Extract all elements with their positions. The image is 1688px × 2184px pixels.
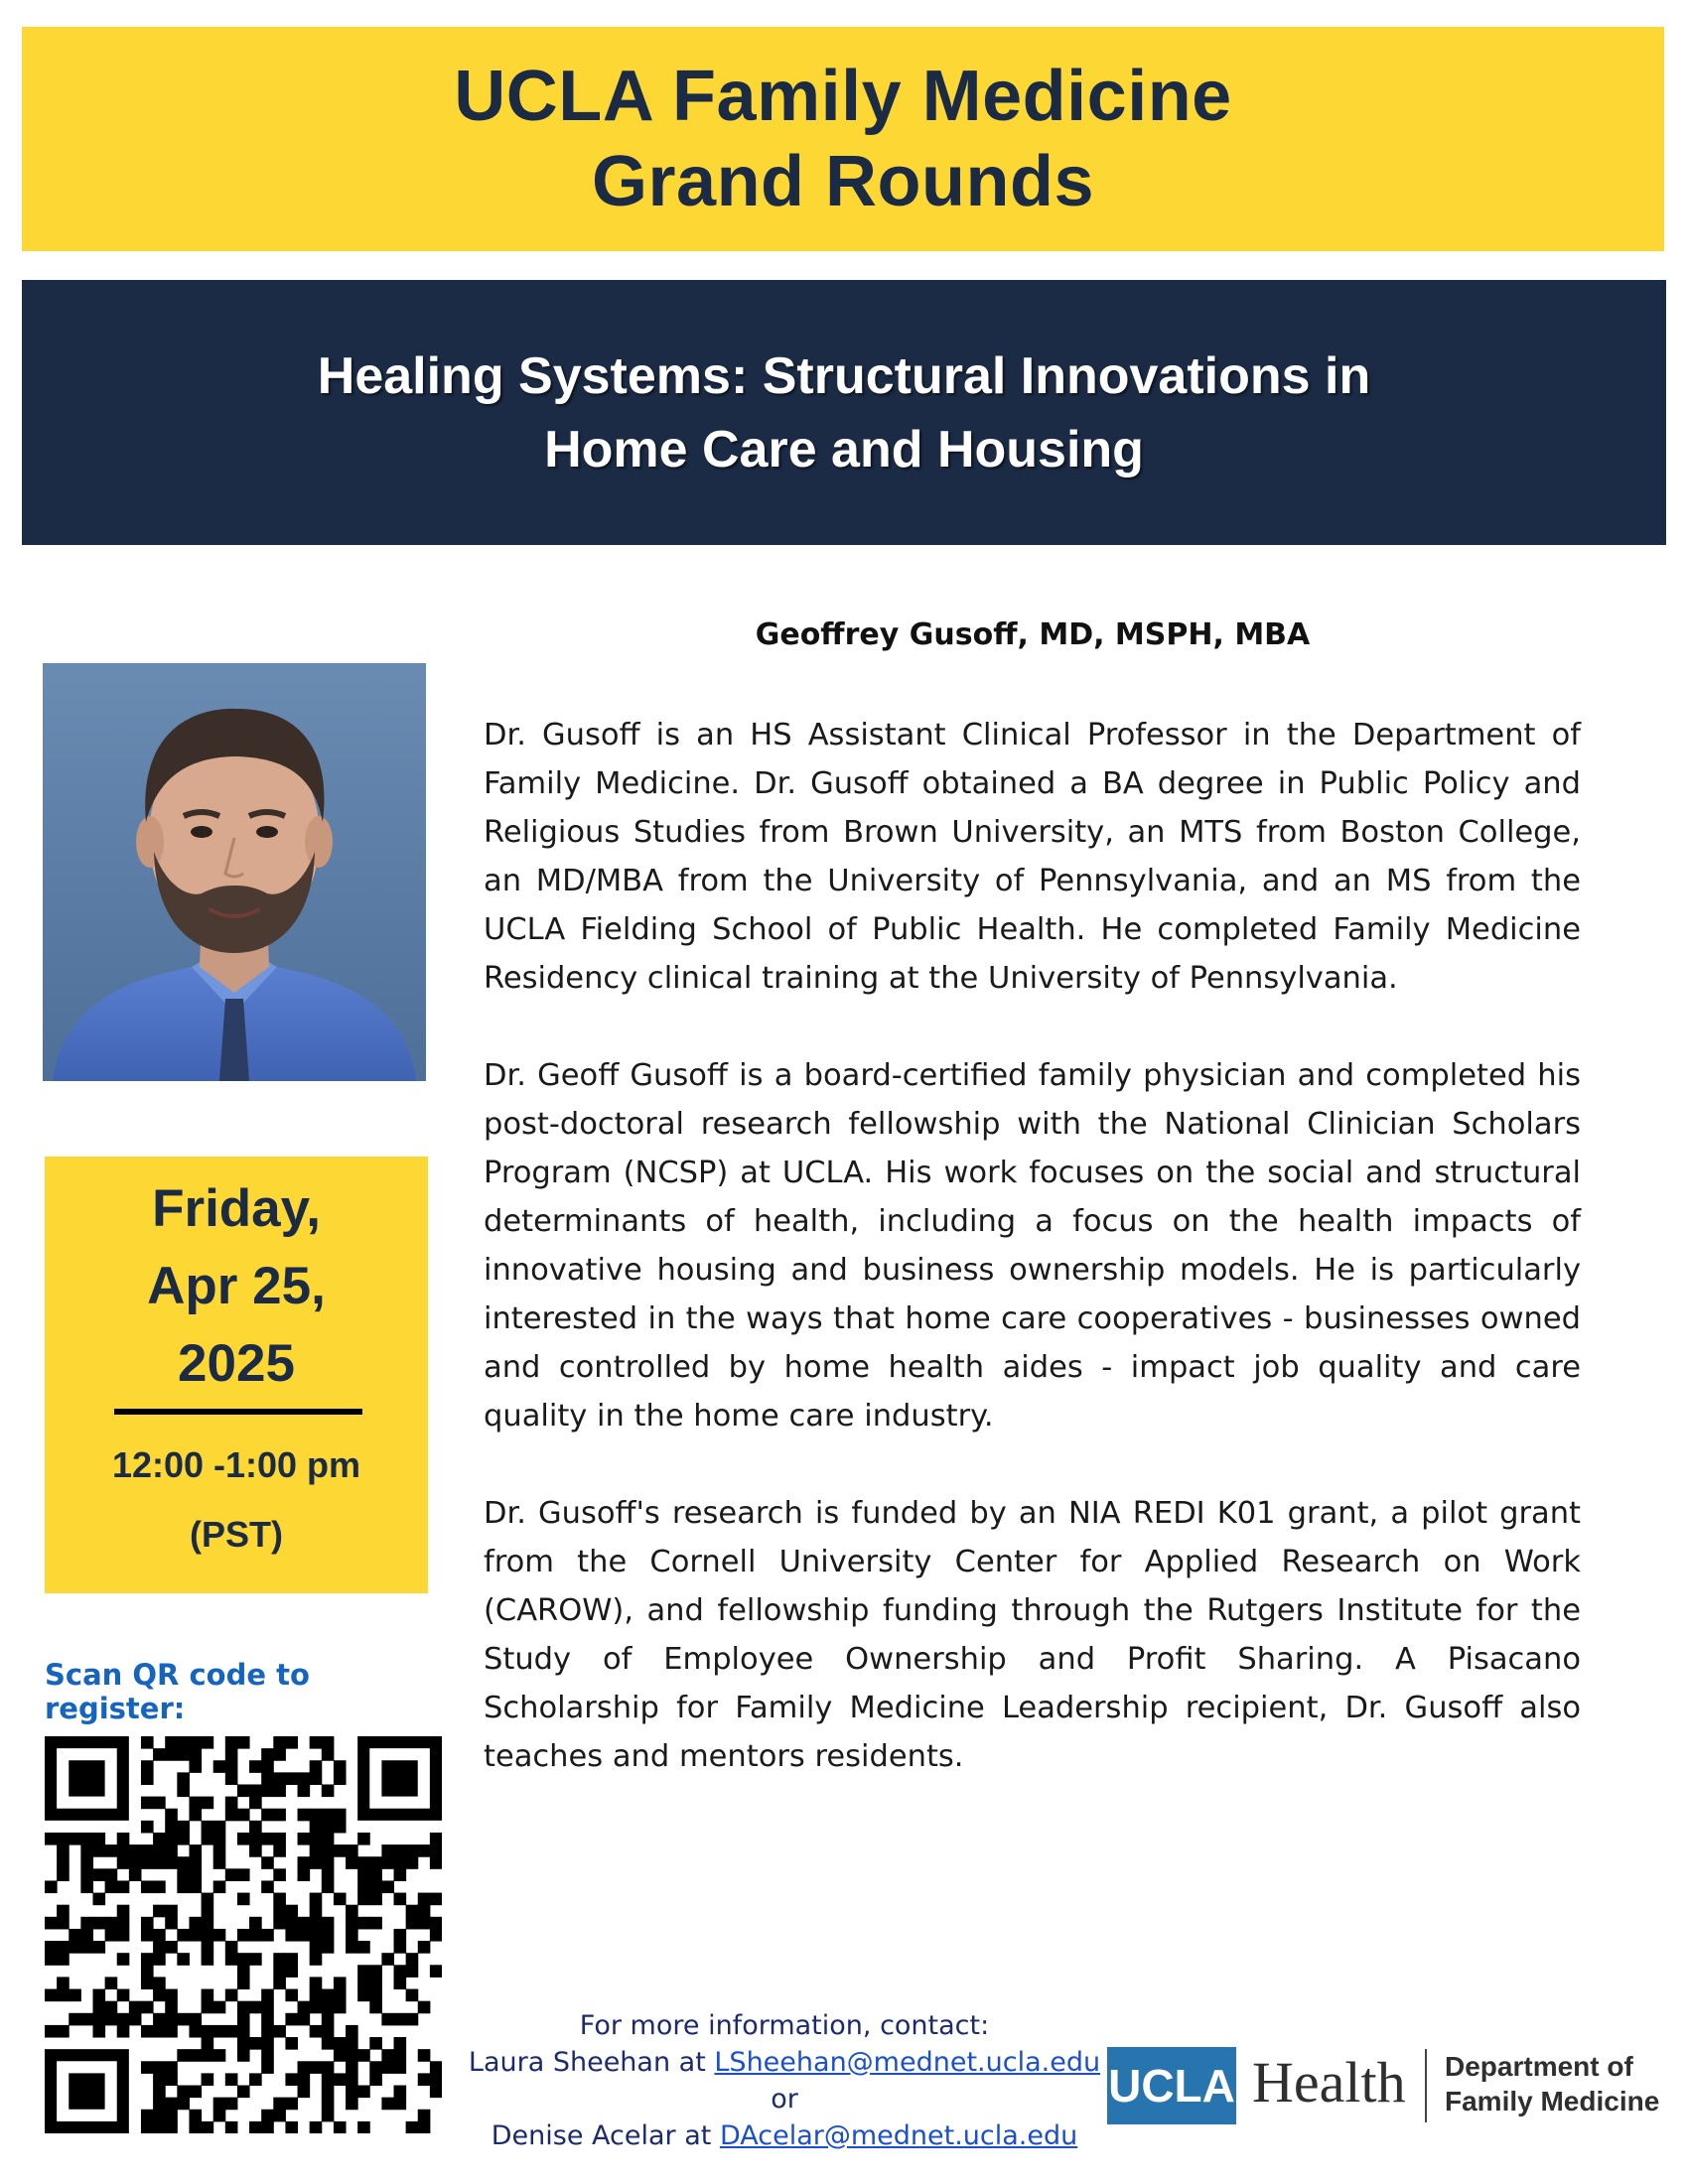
bio-paragraph: Dr. Geoff Gusoff is a board-certified family physician and completed his post-doctoral research fellowship with the National Clinician Scholars Program (NCSP) at UCLA. His work focuses on the social and structural determinants of health, including a focus on the health impacts of innovative housing and business ownership models. He is particularly interested in the ways that home care cooperatives - businesses owned and controlled by home health aides - impact job quality and care quality in the home care industry. bbox=[484, 1058, 1581, 1433]
ucla-health-logo bbox=[1107, 2047, 1663, 2124]
contact-name-1: Laura Sheehan at bbox=[468, 2047, 715, 2078]
logo-dept-line-2: Family Medicine bbox=[1445, 2086, 1660, 2116]
bio-paragraph: Dr. Gusoff is an HS Assistant Clinical Professor in the Department of Family Medicine. Dr. Gusoff obtained a BA degree in Public Policy and Religious Studies from Brown University, an MTS from Boston College, an MD/MBA from the University of Pennsylvania, and an MS from the UCLA Fielding School of Public Health. He completed Family Medicine Residency clinical training at the University of Pennsylvania. bbox=[484, 718, 1581, 996]
logo-ucla-block: UCLA bbox=[1107, 2047, 1236, 2124]
logo-divider bbox=[1425, 2049, 1427, 2122]
logo-dept-line-1: Department of bbox=[1445, 2051, 1633, 2082]
event-weekday: Friday, bbox=[152, 1179, 321, 1238]
logo-health-text: Health bbox=[1252, 2050, 1406, 2115]
event-timezone: (PST) bbox=[190, 1514, 283, 1555]
contact-line-2 bbox=[437, 2117, 1132, 2154]
event-series-header bbox=[22, 27, 1664, 251]
header-line-2: Grand Rounds bbox=[592, 142, 1094, 221]
event-year: 2025 bbox=[178, 1334, 295, 1393]
email-link-sheehan[interactable]: LSheehan@mednet.ucla.edu bbox=[714, 2047, 1101, 2078]
speaker-bio bbox=[484, 711, 1581, 1830]
header-line-1: UCLA Family Medicine bbox=[454, 57, 1232, 136]
logo-department bbox=[1445, 2049, 1659, 2118]
contact-info bbox=[437, 2007, 1132, 2154]
register-label: Scan QR code to register: bbox=[45, 1658, 310, 1725]
contact-separator: or bbox=[771, 2084, 798, 2115]
register-qr-code[interactable] bbox=[45, 1736, 442, 2133]
talk-title-line-1: Healing Systems: Structural Innovations in bbox=[317, 346, 1371, 405]
speaker-photo bbox=[43, 663, 426, 1081]
email-link-acelar[interactable]: DAcelar@mednet.ucla.edu bbox=[719, 2120, 1078, 2151]
qr-code-graphic bbox=[45, 1736, 442, 2133]
speaker-name: Geoffrey Gusoff, MD, MSPH, MBA bbox=[755, 617, 1311, 652]
contact-line-1 bbox=[437, 2044, 1132, 2081]
talk-title-line-2: Home Care and Housing bbox=[544, 420, 1144, 478]
contact-name-2: Denise Acelar at bbox=[491, 2120, 720, 2151]
bio-paragraph: Dr. Gusoff's research is funded by an NIA REDI K01 grant, a pilot grant from the Cornell University Center for Applied Research on Work (CAROW), and fellowship funding through the Rutgers Institute for the Study of Employee Ownership and Profit Sharing. A Pisacano Scholarship for Family Medicine Leadership recipient, Dr. Gusoff also teaches and mentors residents. bbox=[484, 1496, 1581, 1774]
event-month-day: Apr 25, bbox=[147, 1257, 326, 1315]
date-underline bbox=[114, 1409, 362, 1415]
event-date-box bbox=[45, 1157, 428, 1593]
contact-intro: For more information, contact: bbox=[579, 2010, 990, 2041]
event-time: 12:00 -1:00 pm bbox=[111, 1444, 361, 1485]
talk-title-banner bbox=[22, 280, 1666, 545]
